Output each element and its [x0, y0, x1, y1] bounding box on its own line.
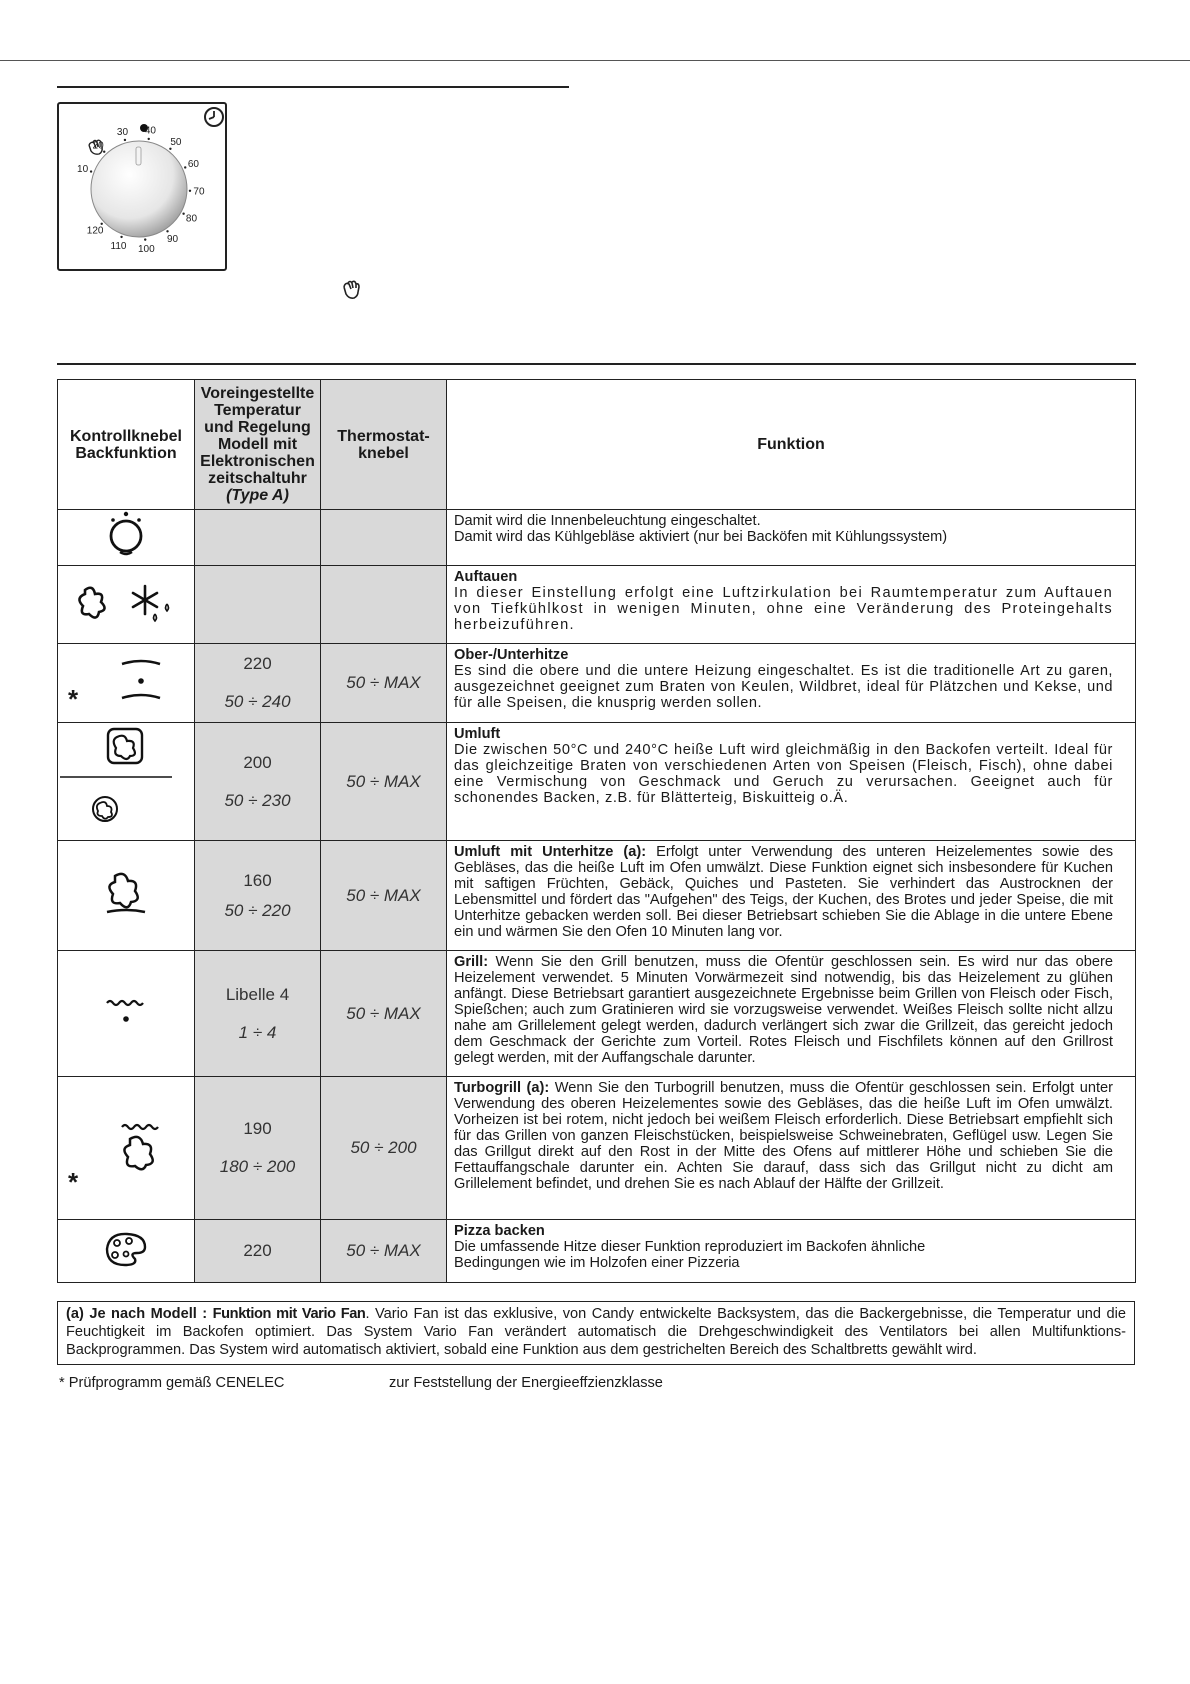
top-bottom-heat-icon	[58, 644, 195, 723]
pizza-icon	[58, 1220, 195, 1283]
function-description: Turbogrill (a): Wenn Sie den Turbogrill benutzen, muss die Ofentür geschlossen sein. Erfolgt unter Verwendung des oberen Heizelementes sowie des Gebläses, das die heiße Luft im Ofen umwälzt. Vorheizen ist bei rotem, nicht jedoch bei weißem Fleisch erforderlich. Diese Betriebsart empfiehlt sich für das Grillen von ganzen Fleischstücken, beispielsweise Schweinebraten, Geflügel usw. Legen Sie das Grillgut direkt auf den Rost in der Mitte des Ofens auf mittlerer Höhe und schieben Sie die Fettauffangschale darunter ein. Achten Sie darauf, dass sich das Grillgut nicht zu dicht am Grillelement befindet, und drehen Sie es nach Ablauf der Hälfte der Grillzeit.	[447, 1077, 1136, 1220]
preset-temp-cell: 160 50 ÷ 220	[195, 841, 321, 951]
table-header-row	[58, 380, 1136, 510]
dial-tick	[184, 166, 186, 168]
table-row	[58, 841, 1136, 951]
thermostat-cell: 50 ÷ MAX	[321, 841, 447, 951]
dial-label: 30	[116, 126, 129, 138]
dial-tick	[148, 138, 150, 140]
dial-label: 40	[144, 125, 157, 137]
function-description: Ober-/Unterhitze Es sind die obere und die untere Heizung eingeschaltet. Es ist die traditionelle Art zu garen, ausgezeichnet geeignet zum Braten von Keulen, Wildbret, ideal für Plätzchen und Kekse, und für alle Speisen, die knusprig werden sollen.	[447, 644, 1136, 723]
dial-tick	[189, 190, 191, 192]
preset-temp-cell: 220 50 ÷ 240	[195, 644, 321, 723]
dial-label: 10	[77, 163, 89, 175]
dial-tick	[90, 170, 92, 172]
function-description: Damit wird die Innenbeleuchtung eingeschaltet. Damit wird das Kühlgebläse aktiviert (nur bei Backöfen mit Kühlungssystem)	[447, 510, 1136, 566]
dial-tick	[166, 230, 168, 232]
dial-label: 100	[137, 244, 155, 256]
function-description: Pizza backen Die umfassende Hitze dieser Funktion reproduziert im Backofen ähnliche Bedingungen wie im Holzofen einer Pizzeria	[447, 1220, 1136, 1283]
dial-label: 80	[185, 213, 198, 225]
thermostat-cell: 50 ÷ MAX	[321, 644, 447, 723]
dial-tick	[124, 139, 126, 141]
table-row	[58, 644, 1136, 723]
preset-temp-cell: Libelle 4 1 ÷ 4	[195, 951, 321, 1077]
dial-label: 20	[92, 140, 104, 152]
top-border-line	[0, 60, 1190, 61]
asterisk-mark: *	[68, 1167, 79, 1197]
table-row	[58, 510, 1136, 566]
header-preset-temp: Voreingestellte Temperatur und Regelung Modell mit Elektronischen zeitschaltuhr (Type A)	[195, 380, 321, 510]
dial-tick	[120, 236, 122, 238]
preset-temp-cell: 200 50 ÷ 230	[195, 723, 321, 841]
function-description: Grill: Wenn Sie den Grill benutzen, muss die Ofentür geschlossen sein. Es wird nur das obere Heizelement verwendet. 5 Minuten Vorwärmezeit sind notwendig, bis das Heizelement zu glühen anfängt. Diese Betriebsart garantiert ausgezeichnete Ergebnisse beim Grillen von Fleisch oder Fisch, Spießchen; auch zum Gratinieren wird sie vorzugsweise verwendet. Weißes Fleisch sollte nicht allzu nahe am Grillelement gelegt werden, dadurch verlängert sich zwar die Grillzeit, das gereicht jedoch dem Geschmack der Gerichte zum Vorteil. Rotes Fleisch und Fischfilets können auf den Grillrost gelegt werden, mit der Auffangschale darunter.	[447, 951, 1136, 1077]
footnote-cenelec: * Prüfprogramm gemäß CENELEC	[59, 1375, 285, 1391]
table-row	[58, 1220, 1136, 1283]
table-row	[58, 723, 1136, 841]
thermostat-cell: 50 ÷ 200	[321, 1077, 447, 1220]
table-row	[58, 951, 1136, 1077]
dial-tick	[182, 213, 184, 215]
timer-knob[interactable]	[91, 141, 187, 237]
timer-dial-panel	[57, 102, 227, 271]
defrost-icon	[58, 566, 195, 644]
asterisk-mark: *	[68, 684, 79, 714]
dial-label: 60	[187, 159, 199, 171]
header-thermostat: Thermostat-knebel	[321, 380, 447, 510]
dial-label: 110	[110, 240, 127, 252]
thermostat-cell: 50 ÷ MAX	[321, 723, 447, 841]
dial-label: 120	[86, 225, 104, 237]
fan-heat-icon	[58, 723, 195, 841]
dial-label: 90	[166, 234, 179, 246]
grill-icon	[58, 951, 195, 1077]
footnote-energy-class: zur Feststellung der Energieeffzienzklasse	[389, 1375, 663, 1391]
section-rule-table	[57, 363, 1136, 365]
clock-icon	[205, 108, 223, 126]
table-row	[58, 1077, 1136, 1220]
preset-temp-cell: 220	[195, 1220, 321, 1283]
oven-lamp-icon	[58, 510, 195, 566]
header-control-knob: Kontrollknebel Backfunktion	[58, 380, 195, 510]
function-description: Umluft mit Unterhitze (a): Erfolgt unter Verwendung des unteren Heizelementes sowie des Gebläses, das die heiße Luft im Ofen umwälzt. Diese Funktion eignet sich insbesondere für Kuchen mit saftigen Früchten, Gebäck, Quiches und Pasteten. Sie verhindert das Austrocknen der Lebensmittel und fördert das "Aufgehen" des Teigs, der Kuchen, des Brotes und jeder Speise, die mit Unterhitze gebacken werden soll. Bei dieser Betriebsart schieben Sie die Ablage in die untere Ebene ein und wärmen Sie den Ofen 10 Minuten lang vor.	[447, 841, 1136, 951]
thermostat-cell: 50 ÷ MAX	[321, 951, 447, 1077]
fan-bottom-heat-icon	[58, 841, 195, 951]
turbogrill-icon	[58, 1077, 195, 1220]
dial-tick	[144, 238, 146, 240]
dial-label: 50	[170, 137, 182, 149]
dial-label: 70	[193, 186, 205, 198]
hand-icon	[340, 279, 362, 301]
preset-temp-cell: 190 180 ÷ 200	[195, 1077, 321, 1220]
section-rule-top	[57, 86, 569, 88]
vario-fan-note: (a) Je nach Modell : Funktion mit Vario Fan. Vario Fan ist das exklusive, von Candy entwickelte Backsystem, das die Backergebnisse, die Temperatur und die Feuchtigkeit im Backofen optimiert. Das System Vario Fan verändert automatisch die Drehgeschwindigkeit des Ventilators bei allen Multifunktions-Backprogrammen. Das System wird automatisch aktiviert, sobald eine Funktion aus dem gestrichelten Bereich des Schaltbretts gewählt wird.	[57, 1301, 1135, 1365]
thermostat-cell: 50 ÷ MAX	[321, 1220, 447, 1283]
table-row	[58, 566, 1136, 644]
function-table	[57, 379, 1136, 1283]
function-description: Umluft Die zwischen 50°C und 240°C heiße Luft wird gleichmäßig in den Backofen verteilt. Ideal für das gleichzeitige Braten von verschiedenen Arten von Speisen (Fleisch, Fisch), ohne dabei eine Vermischung von Geschmack und Geruch zu verursachen. Geeignet auch für schonendes Backen, z.B. für Blätterteig, Biskuitteig o.Ä.	[447, 723, 1136, 841]
function-description: Auftauen In dieser Einstellung erfolgt eine Luftzirkulation bei Raumtemperatur zum Auftauen von Tiefkühlkost in wenigen Minuten, ohne eine Veränderung des Proteingehalts herbeizuführen.	[447, 566, 1136, 644]
header-function: Funktion	[447, 380, 1136, 510]
